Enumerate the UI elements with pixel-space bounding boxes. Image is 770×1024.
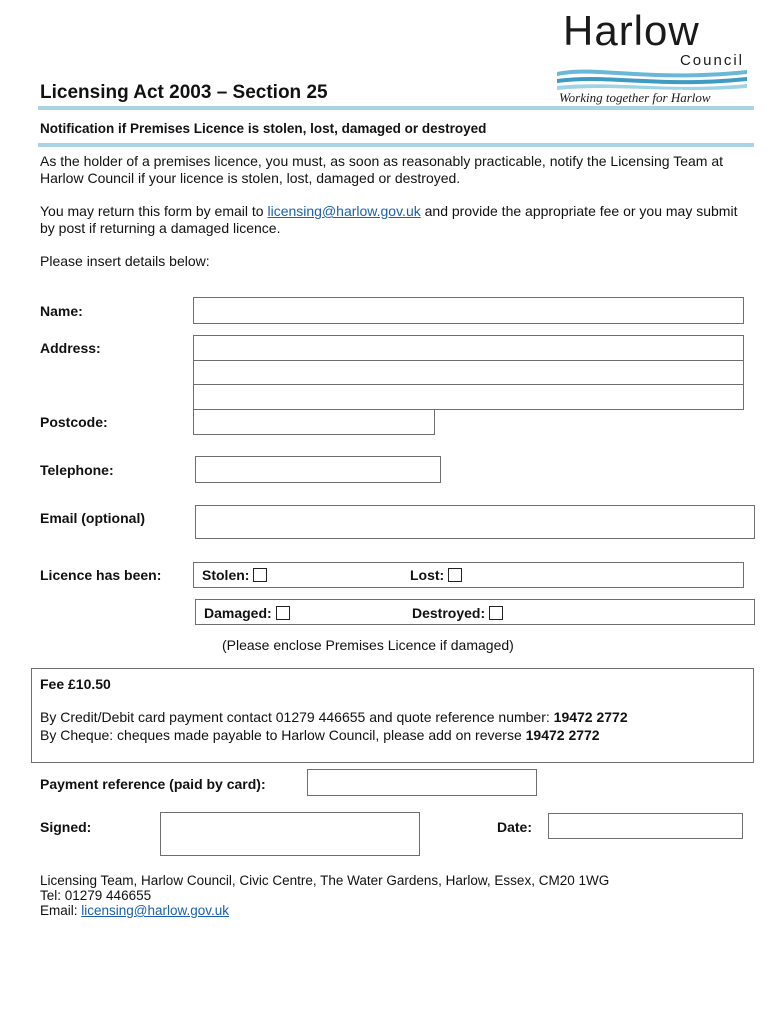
fee-cheque-ref: 19472 2772 xyxy=(525,727,600,743)
name-field[interactable] xyxy=(193,297,744,324)
telephone-field[interactable] xyxy=(195,456,441,483)
footer-telephone: Tel: 01279 446655 xyxy=(40,888,152,903)
footer-email-link[interactable]: licensing@harlow.gov.uk xyxy=(81,903,230,918)
postcode-label: Postcode: xyxy=(40,414,108,430)
fee-cheque-text: By Cheque: cheques made payable to Harlow Council, please add on reverse xyxy=(40,727,526,743)
name-label: Name: xyxy=(40,303,83,319)
lost-checkbox[interactable] xyxy=(448,568,462,582)
footer-email-prefix: Email: xyxy=(40,903,82,918)
email-instructions xyxy=(40,203,745,237)
fee-card-line xyxy=(40,709,745,726)
payment-reference-field[interactable] xyxy=(307,769,537,796)
email-link[interactable]: licensing@harlow.gov.uk xyxy=(267,203,421,219)
stolen-label: Stolen: xyxy=(202,567,250,583)
email-label: Email (optional) xyxy=(40,510,145,526)
payment-reference-label: Payment reference (paid by card): xyxy=(40,776,266,792)
email-instructions-after: and provide the appropriate fee or you may submit by post if returning a damaged licence. xyxy=(40,203,738,236)
destroyed-checkbox[interactable] xyxy=(489,606,503,620)
email-instructions-before: You may return this form by email to xyxy=(40,203,268,219)
date-field[interactable] xyxy=(548,813,743,839)
footer xyxy=(40,873,609,918)
address-line-2-field[interactable] xyxy=(193,360,744,385)
insert-details-text: Please insert details below: xyxy=(40,253,210,269)
date-label: Date: xyxy=(497,819,533,835)
damaged-label: Damaged: xyxy=(204,605,272,621)
intro-paragraph: As the holder of a premises licence, you must, as soon as reasonably practicable, notify the Licensing Team at Harlow Council if your licence is stolen, lost, damaged or destroyed. xyxy=(40,153,723,186)
stolen-checkbox[interactable] xyxy=(253,568,267,582)
logo-tagline: Working together for Harlow xyxy=(559,90,711,105)
address-line-1-field[interactable] xyxy=(193,335,744,361)
fee-card-ref: 19472 2772 xyxy=(553,709,628,725)
signature-field[interactable] xyxy=(160,812,420,856)
stolen-option xyxy=(202,567,267,583)
form-subtitle: Notification if Premises Licence is stolen, lost, damaged or destroyed xyxy=(40,121,487,136)
fee-card-text: By Credit/Debit card payment contact 01279 446655 and quote reference number: xyxy=(40,709,554,725)
lost-label: Lost: xyxy=(410,567,445,583)
destroyed-label: Destroyed: xyxy=(412,605,486,621)
logo-name: Harlow xyxy=(563,7,700,54)
destroyed-option xyxy=(412,605,503,621)
address-line-3-field[interactable] xyxy=(193,384,744,410)
signed-label: Signed: xyxy=(40,819,92,835)
address-label: Address: xyxy=(40,340,101,356)
fee-title: Fee £10.50 xyxy=(40,676,111,692)
footer-email-line xyxy=(40,903,609,918)
harlow-council-logo xyxy=(555,8,750,108)
fee-cheque-line xyxy=(40,727,745,744)
telephone-label: Telephone: xyxy=(40,462,114,478)
title-rule xyxy=(38,106,754,110)
damaged-option xyxy=(204,605,290,621)
footer-address: Licensing Team, Harlow Council, Civic Centre, The Water Gardens, Harlow, Essex, CM20 1WG xyxy=(40,873,610,888)
email-field[interactable] xyxy=(195,505,755,539)
licence-status-label: Licence has been: xyxy=(40,567,162,583)
damaged-checkbox[interactable] xyxy=(276,606,290,620)
logo-sub: Council xyxy=(679,52,744,69)
licence-status-row-1 xyxy=(193,562,744,588)
fee-box xyxy=(31,668,754,763)
logo-waves-icon xyxy=(557,66,747,92)
licence-status-row-2 xyxy=(195,599,755,625)
page-title: Licensing Act 2003 – Section 25 xyxy=(40,82,328,103)
enclose-note: (Please enclose Premises Licence if damaged) xyxy=(222,637,514,653)
lost-option xyxy=(410,567,462,583)
subtitle-rule xyxy=(38,143,754,147)
postcode-field[interactable] xyxy=(193,409,435,435)
